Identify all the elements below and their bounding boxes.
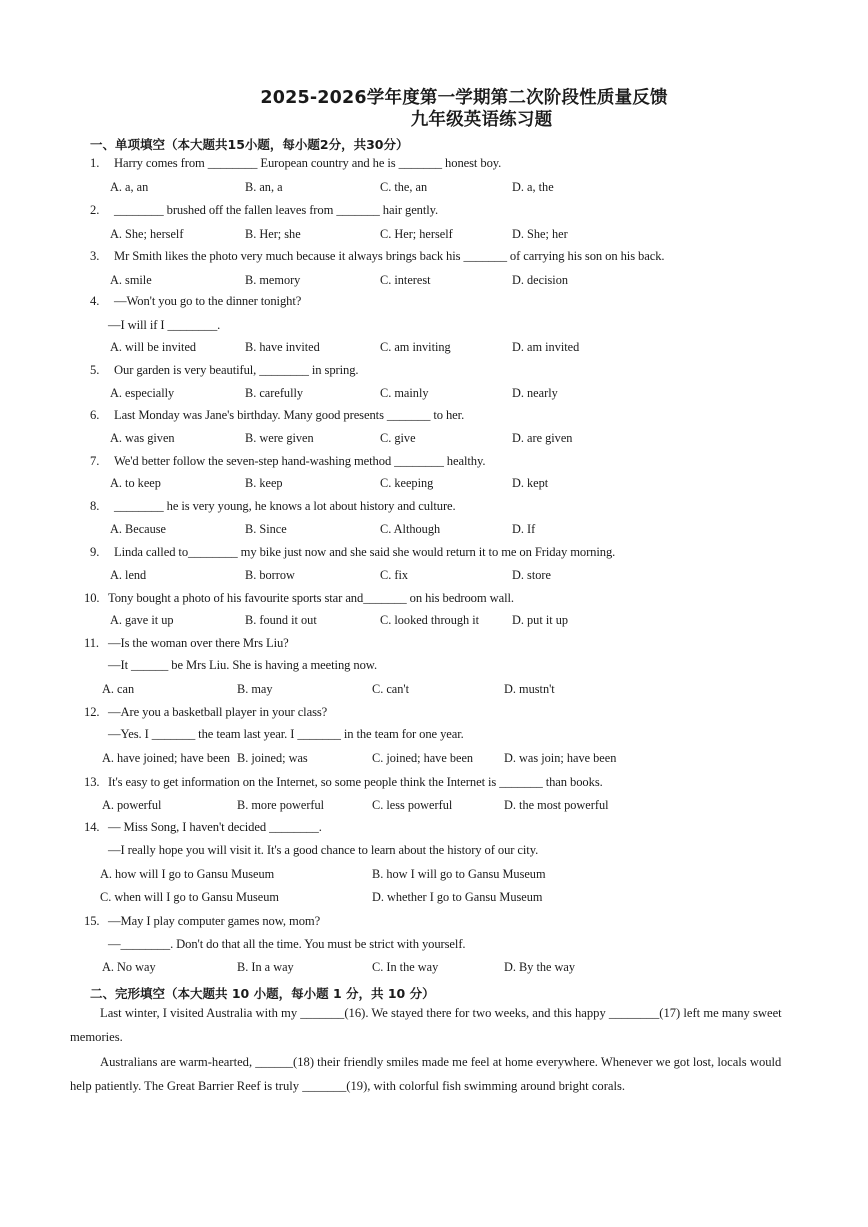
question-9-stem <box>90 545 615 560</box>
question-8-option-c: C. Although <box>380 522 441 536</box>
question-text: Tony bought a photo of his favourite sports star and_______ on his bedroom wall. <box>108 591 514 605</box>
question-2-option-a: A. She; herself <box>110 227 184 241</box>
question-5-stem <box>90 363 358 378</box>
question-text: Last Monday was Jane's birthday. Many good presents _______ to her. <box>114 408 465 422</box>
section2-heading: 二、完形填空（本大题共 10 小题，每小题 1 分，共 10 分） <box>90 986 435 1001</box>
question-7-stem <box>90 454 485 469</box>
question-14-option-b: B. how I will go to Gansu Museum <box>372 867 546 881</box>
question-15-option-a: A. No way <box>102 960 156 974</box>
question-number: 11. <box>84 636 99 650</box>
question-11-option-b: B. may <box>237 682 273 696</box>
question-5-option-a: A. especially <box>110 386 175 400</box>
question-2-option-c: C. Her; herself <box>380 227 453 241</box>
cloze-line-2: memories. <box>70 1030 123 1044</box>
question-4-stem <box>90 294 301 309</box>
cloze-line-3: Australians are warm-hearted, ______(18) their friendly smiles made me feel at home everywhere. Whenever we got lost, locals would <box>100 1055 782 1069</box>
question-12-option-a: A. have joined; have been <box>102 751 231 765</box>
question-2-option-b: B. Her; she <box>245 227 301 241</box>
question-13-option-c: C. less powerful <box>372 798 453 812</box>
question-15-option-d: D. By the way <box>504 960 576 974</box>
question-14-line-2: —I really hope you will visit it. It's a good chance to learn about the history of our city. <box>108 843 539 857</box>
question-15-stem <box>84 914 320 929</box>
question-1-option-b: B. an, a <box>245 180 283 194</box>
cloze-line-4: help patiently. The Great Barrier Reef is truly _______(19), with colorful fish swimming around bright corals. <box>70 1079 626 1093</box>
question-number: 15. <box>84 914 100 928</box>
question-4-option-d: D. am invited <box>512 340 580 354</box>
question-8-option-a: A. Because <box>110 522 166 536</box>
exam-subtitle: 九年级英语练习题 <box>410 110 553 130</box>
question-6-option-d: D. are given <box>512 431 573 445</box>
question-14-option-c: C. when will I go to Gansu Museum <box>100 890 279 904</box>
question-9-option-d: D. store <box>512 568 551 582</box>
question-11-option-d: D. mustn't <box>504 682 555 696</box>
question-number: 8. <box>90 499 100 513</box>
question-5-option-b: B. carefully <box>245 386 304 400</box>
question-7-option-b: B. keep <box>245 476 283 490</box>
question-text: We'd better follow the seven-step hand-washing method ________ healthy. <box>114 454 486 468</box>
question-7-option-d: D. kept <box>512 476 549 490</box>
question-10-option-d: D. put it up <box>512 613 569 627</box>
question-12-stem <box>84 705 327 720</box>
question-number: 14. <box>84 820 100 834</box>
question-text: It's easy to get information on the Internet, so some people think the Internet is _______ than books. <box>108 775 603 789</box>
question-6-option-c: C. give <box>380 431 416 445</box>
question-14-stem <box>84 820 322 835</box>
question-8-option-b: B. Since <box>245 522 287 536</box>
question-text: —Won't you go to the dinner tonight? <box>114 294 302 308</box>
section1-heading: 一、单项填空（本大题共15小题，每小题2分，共30分） <box>90 137 409 152</box>
question-number: 3. <box>90 249 100 263</box>
question-10-option-c: C. looked through it <box>380 613 480 627</box>
question-9-option-b: B. borrow <box>245 568 295 582</box>
question-9-option-a: A. lend <box>110 568 147 582</box>
question-3-stem <box>90 249 664 264</box>
question-14-option-a: A. how will I go to Gansu Museum <box>100 867 275 881</box>
question-number: 7. <box>90 454 100 468</box>
question-number: 4. <box>90 294 100 308</box>
question-11-stem <box>84 636 289 651</box>
question-number: 5. <box>90 363 100 377</box>
question-12-option-c: C. joined; have been <box>372 751 474 765</box>
question-13-stem <box>84 775 603 790</box>
question-6-stem <box>90 408 464 423</box>
question-3-option-c: C. interest <box>380 273 431 287</box>
question-4-option-a: A. will be invited <box>110 340 197 354</box>
question-4-option-b: B. have invited <box>245 340 320 354</box>
question-number: 13. <box>84 775 100 789</box>
question-number: 12. <box>84 705 100 719</box>
question-13-option-a: A. powerful <box>102 798 162 812</box>
question-10-option-a: A. gave it up <box>110 613 174 627</box>
question-8-stem <box>90 499 456 514</box>
question-15-line-2: —________. Don't do that all the time. You must be strict with yourself. <box>108 937 466 951</box>
question-number: 6. <box>90 408 100 422</box>
question-11-option-c: C. can't <box>372 682 410 696</box>
question-text: —Is the woman over there Mrs Liu? <box>108 636 289 650</box>
question-7-option-a: A. to keep <box>110 476 161 490</box>
question-text: — Miss Song, I haven't decided ________. <box>108 820 322 834</box>
question-number: 9. <box>90 545 100 559</box>
question-11-option-a: A. can <box>102 682 135 696</box>
question-text: ________ brushed off the fallen leaves from _______ hair gently. <box>114 203 439 217</box>
question-text: —Are you a basketball player in your class? <box>108 705 328 719</box>
question-7-option-c: C. keeping <box>380 476 434 490</box>
question-10-stem <box>84 591 514 606</box>
question-1-option-c: C. the, an <box>380 180 428 194</box>
question-4-option-c: C. am inviting <box>380 340 451 354</box>
question-number: 10. <box>84 591 100 605</box>
question-text: Linda called to________ my bike just now and she said she would return it to me on Friday morning. <box>114 545 616 559</box>
cloze-line-1: Last winter, I visited Australia with my _______(16). We stayed there for two weeks, and this happy ________(17) left me many sweet <box>100 1006 782 1020</box>
question-6-option-a: A. was given <box>110 431 175 445</box>
question-11-line-2: —It ______ be Mrs Liu. She is having a meeting now. <box>108 658 378 672</box>
question-2-stem <box>90 203 438 218</box>
question-2-option-d: D. She; her <box>512 227 568 241</box>
question-12-option-b: B. joined; was <box>237 751 308 765</box>
question-text: ________ he is very young, he knows a lot about history and culture. <box>114 499 456 513</box>
question-5-option-c: C. mainly <box>380 386 429 400</box>
question-text: Harry comes from ________ European country and he is _______ honest boy. <box>114 156 502 170</box>
question-12-option-d: D. was join; have been <box>504 751 617 765</box>
question-15-option-c: C. In the way <box>372 960 439 974</box>
question-15-option-b: B. In a way <box>237 960 294 974</box>
question-6-option-b: B. were given <box>245 431 314 445</box>
question-3-option-d: D. decision <box>512 273 569 287</box>
question-number: 2. <box>90 203 100 217</box>
question-text: Mr Smith likes the photo very much because it always brings back his _______ of carrying his son on his back. <box>114 249 665 263</box>
question-number: 1. <box>90 156 100 170</box>
question-1-option-d: D. a, the <box>512 180 554 194</box>
question-12-line-2: —Yes. I _______ the team last year. I _______ in the team for one year. <box>108 727 464 741</box>
question-9-option-c: C. fix <box>380 568 409 582</box>
question-3-option-b: B. memory <box>245 273 301 287</box>
question-13-option-d: D. the most powerful <box>504 798 609 812</box>
question-5-option-d: D. nearly <box>512 386 558 400</box>
question-text: Our garden is very beautiful, ________ in spring. <box>114 363 359 377</box>
question-1-option-a: A. a, an <box>110 180 149 194</box>
question-10-option-b: B. found it out <box>245 613 317 627</box>
question-text: —May I play computer games now, mom? <box>108 914 321 928</box>
question-4-line-2: —I will if I ________. <box>108 318 221 332</box>
exam-title: 2025-2026学年度第一学期第二次阶段性质量反馈 <box>260 88 668 108</box>
question-13-option-b: B. more powerful <box>237 798 325 812</box>
question-8-option-d: D. If <box>512 522 536 536</box>
question-14-option-d: D. whether I go to Gansu Museum <box>372 890 543 904</box>
question-3-option-a: A. smile <box>110 273 152 287</box>
question-1-stem <box>90 156 501 171</box>
